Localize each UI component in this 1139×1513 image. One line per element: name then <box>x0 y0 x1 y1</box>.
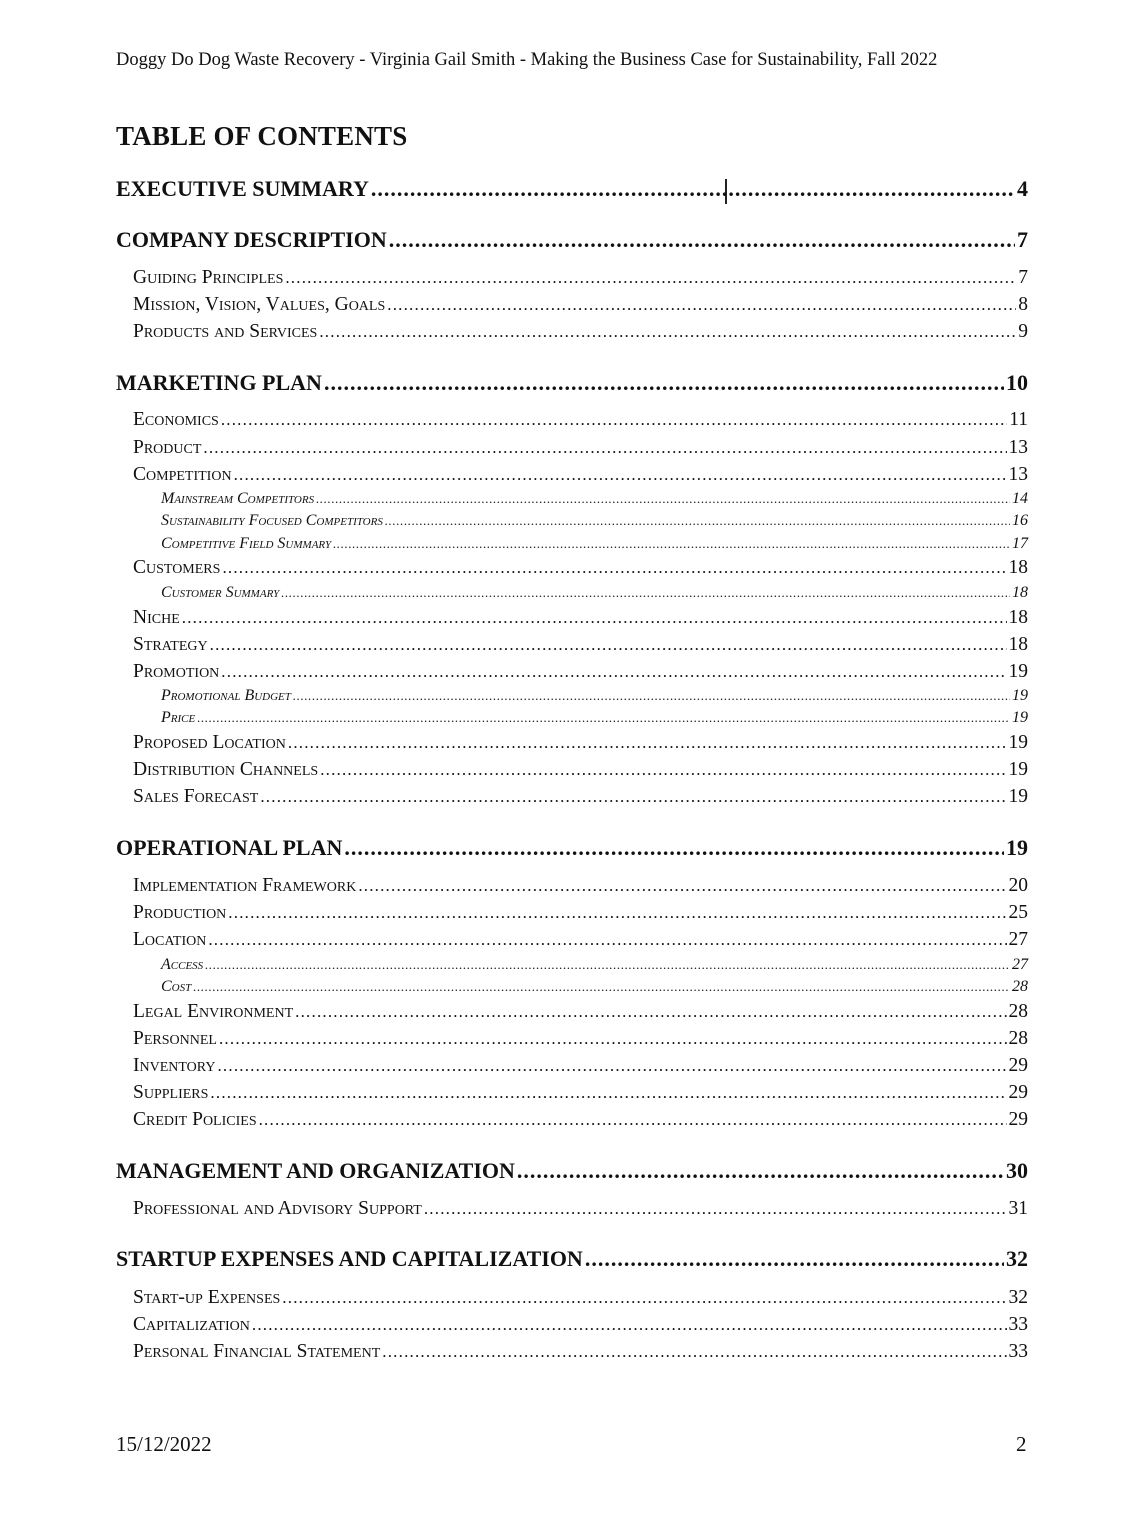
toc-entry-marketing-plan[interactable] <box>0 370 1028 396</box>
toc-entry-personal-financial-statement[interactable] <box>0 1341 1028 1363</box>
toc-entry-label: Guiding Principles <box>133 267 284 288</box>
toc-entry-proposed-location[interactable] <box>0 732 1028 754</box>
toc-entry-label: Legal Environment <box>133 1001 294 1022</box>
dot-leader <box>210 635 1007 655</box>
toc-entry-page: 32 <box>1006 1246 1028 1271</box>
toc-title: TABLE OF CONTENTS <box>116 121 408 151</box>
toc-entry-label: MARKETING PLAN <box>116 370 322 395</box>
dot-leader <box>344 835 1004 861</box>
toc-entry-label: EXECUTIVE SUMMARY <box>116 176 369 201</box>
dot-leader <box>295 1002 1006 1022</box>
toc-entry-label: Promotional Budget <box>161 687 291 704</box>
toc-entry-price[interactable] <box>0 709 1028 727</box>
toc-entry-page: 20 <box>1008 875 1028 896</box>
toc-entry-mainstream-competitors[interactable] <box>0 490 1028 508</box>
dot-leader <box>358 876 1006 896</box>
dot-leader <box>389 227 1015 253</box>
toc-entry-page: 13 <box>1008 464 1028 485</box>
toc-entry-production[interactable] <box>0 902 1028 924</box>
toc-entry-startup-expenses[interactable] <box>0 1287 1028 1309</box>
toc-entry-label: MANAGEMENT AND ORGANIZATION <box>116 1158 515 1183</box>
toc-entry-label: Personal Financial Statement <box>133 1341 381 1362</box>
toc-entry-page: 11 <box>1009 409 1028 430</box>
footer-page-number: 2 <box>1016 1432 1027 1456</box>
toc-entry-page: 25 <box>1008 902 1028 923</box>
dot-leader <box>293 688 1010 704</box>
dot-leader <box>333 536 1010 552</box>
toc-entry-page: 9 <box>1018 321 1028 342</box>
dot-leader <box>203 438 1006 458</box>
dot-leader <box>197 710 1010 726</box>
toc-entry-label: Products and Services <box>133 321 318 342</box>
toc-entry-page: 18 <box>1012 584 1028 601</box>
toc-entry-cost[interactable] <box>0 978 1028 996</box>
toc-entry-page: 29 <box>1008 1082 1028 1103</box>
dot-leader <box>282 1288 1006 1308</box>
toc-entry-page: 30 <box>1006 1158 1028 1183</box>
toc-entry-label: Distribution Channels <box>133 759 319 780</box>
toc-entry-label: Competitive Field Summary <box>161 535 332 552</box>
dot-leader <box>424 1199 1007 1219</box>
toc-entry-customer-summary[interactable] <box>0 584 1028 602</box>
dot-leader <box>182 608 1007 628</box>
toc-entry-page: 19 <box>1008 786 1028 807</box>
dot-leader <box>324 370 1004 396</box>
toc-entry-operational-plan[interactable] <box>0 835 1028 861</box>
toc-entry-page: 19 <box>1012 709 1028 726</box>
dot-leader <box>316 491 1010 507</box>
toc-entry-label: Customer Summary <box>161 584 280 601</box>
toc-entry-label: Price <box>161 709 196 726</box>
dot-leader <box>385 513 1010 529</box>
toc-entry-startup-expenses-capitalization[interactable] <box>0 1246 1028 1272</box>
toc-entry-label: Location <box>133 929 207 950</box>
toc-entry-product[interactable] <box>0 437 1028 459</box>
toc-entry-label: Credit Policies <box>133 1109 257 1130</box>
toc-entry-label: Product <box>133 437 202 458</box>
toc-entry-label: Inventory <box>133 1055 216 1076</box>
dot-leader <box>320 760 1006 780</box>
dot-leader <box>228 903 1006 923</box>
dot-leader <box>217 1056 1006 1076</box>
toc-entry-economics[interactable] <box>0 409 1028 431</box>
dot-leader <box>259 1110 1007 1130</box>
toc-entry-page: 31 <box>1008 1198 1028 1219</box>
toc-entry-label: Mainstream Competitors <box>161 490 315 507</box>
toc-entry-page: 4 <box>1017 176 1028 201</box>
dot-leader <box>517 1158 1004 1184</box>
toc-entry-page: 8 <box>1018 294 1028 315</box>
toc-entry-label: Proposed Location <box>133 732 286 753</box>
toc-entry-niche[interactable] <box>0 607 1028 629</box>
toc-entry-label: Customers <box>133 557 221 578</box>
toc-entry-promotional-budget[interactable] <box>0 687 1028 705</box>
toc-entry-location[interactable] <box>0 929 1028 951</box>
toc-entry-page: 28 <box>1008 1028 1028 1049</box>
dot-leader <box>234 465 1007 485</box>
dot-leader <box>288 733 1007 753</box>
toc-entry-page: 18 <box>1008 634 1028 655</box>
toc-entry-page: 29 <box>1008 1109 1028 1130</box>
toc-entry-label: Sales Forecast <box>133 786 259 807</box>
toc-entry-products-services[interactable] <box>0 321 1028 343</box>
toc-entry-strategy[interactable] <box>0 634 1028 656</box>
dot-leader <box>208 930 1006 950</box>
toc-entry-competitive-field-summary[interactable] <box>0 535 1028 553</box>
toc-entry-executive-summary[interactable] <box>0 176 1028 202</box>
toc-entry-page: 29 <box>1008 1055 1028 1076</box>
dot-leader <box>387 295 1016 315</box>
toc-entry-page: 7 <box>1017 227 1028 252</box>
dot-leader <box>260 787 1006 807</box>
toc-entry-page: 28 <box>1008 1001 1028 1022</box>
toc-entry-competition[interactable] <box>0 464 1028 486</box>
toc-entry-label: Promotion <box>133 661 220 682</box>
toc-entry-label: Personnel <box>133 1028 217 1049</box>
dot-leader <box>221 662 1006 682</box>
dot-leader <box>221 410 1007 430</box>
toc-entry-label: Sustainability Focused Competitors <box>161 512 383 529</box>
toc-entry-credit-policies[interactable] <box>0 1109 1028 1131</box>
toc-entry-label: Access <box>161 956 204 973</box>
toc-entry-company-description[interactable] <box>0 227 1028 253</box>
toc-entry-page: 10 <box>1006 370 1028 395</box>
toc-entry-label: Start-up Expenses <box>133 1287 281 1308</box>
toc-entry-page: 16 <box>1012 512 1028 529</box>
toc-entry-label: Professional and Advisory Support <box>133 1198 422 1219</box>
toc-entry-personnel[interactable] <box>0 1028 1028 1050</box>
dot-leader <box>371 176 1015 202</box>
dot-leader <box>222 558 1006 578</box>
toc-entry-page: 19 <box>1012 687 1028 704</box>
dot-leader <box>219 1029 1007 1049</box>
toc-entry-distribution-channels[interactable] <box>0 759 1028 781</box>
dot-leader <box>382 1342 1006 1362</box>
toc-entry-label: Strategy <box>133 634 208 655</box>
toc-entry-sales-forecast[interactable] <box>0 786 1028 808</box>
dot-leader <box>210 1083 1006 1103</box>
toc-entry-promotion[interactable] <box>0 661 1028 683</box>
toc-entry-page: 14 <box>1012 490 1028 507</box>
toc-entry-inventory[interactable] <box>0 1055 1028 1077</box>
toc-entry-suppliers[interactable] <box>0 1082 1028 1104</box>
dot-leader <box>252 1315 1007 1335</box>
toc-entry-page: 7 <box>1018 267 1028 288</box>
toc-entry-page: 32 <box>1008 1287 1028 1308</box>
toc-entry-page: 13 <box>1008 437 1028 458</box>
toc-entry-label: Suppliers <box>133 1082 209 1103</box>
toc-entry-implementation-framework[interactable] <box>0 875 1028 897</box>
toc-entry-capitalization[interactable] <box>0 1314 1028 1336</box>
dot-leader <box>319 322 1016 342</box>
toc-entry-label: Competition <box>133 464 232 485</box>
toc-entry-management-organization[interactable] <box>0 1158 1028 1184</box>
toc-entry-page: 19 <box>1008 732 1028 753</box>
toc-entry-page: 33 <box>1008 1341 1028 1362</box>
toc-entry-label: Capitalization <box>133 1314 250 1335</box>
toc-entry-sustainability-competitors[interactable] <box>0 512 1028 530</box>
toc-entry-label: COMPANY DESCRIPTION <box>116 227 387 252</box>
toc-entry-advisory-support[interactable] <box>0 1198 1028 1220</box>
toc-entry-access[interactable] <box>0 956 1028 974</box>
toc-entry-page: 27 <box>1012 956 1028 973</box>
toc-entry-label: Niche <box>133 607 180 628</box>
dot-leader <box>285 268 1016 288</box>
toc-entry-page: 28 <box>1012 978 1028 995</box>
toc-entry-page: 19 <box>1008 759 1028 780</box>
toc-entry-page: 18 <box>1008 607 1028 628</box>
dot-leader <box>281 585 1010 601</box>
toc-entry-page: 19 <box>1008 661 1028 682</box>
toc-entry-page: 19 <box>1006 835 1028 860</box>
toc-entry-label: STARTUP EXPENSES AND CAPITALIZATION <box>116 1246 583 1271</box>
toc-entry-label: Cost <box>161 978 192 995</box>
toc-entry-page: 17 <box>1012 535 1028 552</box>
dot-leader <box>205 957 1010 973</box>
toc-entry-mission-vision[interactable] <box>0 294 1028 316</box>
toc-entry-label: Mission, Vision, Values, Goals <box>133 294 386 315</box>
toc-entry-label: Economics <box>133 409 219 430</box>
toc-entry-legal-environment[interactable] <box>0 1001 1028 1023</box>
toc-entry-customers[interactable] <box>0 557 1028 579</box>
toc-entry-page: 27 <box>1008 929 1028 950</box>
footer-date: 15/12/2022 <box>116 1432 212 1456</box>
dot-leader <box>585 1246 1004 1272</box>
toc-entry-page: 33 <box>1008 1314 1028 1335</box>
page-header: Doggy Do Dog Waste Recovery - Virginia Gail Smith - Making the Business Case for Sustainability, Fall 2022 <box>116 50 938 70</box>
toc-entry-guiding-principles[interactable] <box>0 267 1028 289</box>
dot-leader <box>193 979 1010 995</box>
toc-entry-label: OPERATIONAL PLAN <box>116 835 343 860</box>
toc-entry-page: 18 <box>1008 557 1028 578</box>
toc-entry-label: Production <box>133 902 227 923</box>
toc-entry-label: Implementation Framework <box>133 875 357 896</box>
